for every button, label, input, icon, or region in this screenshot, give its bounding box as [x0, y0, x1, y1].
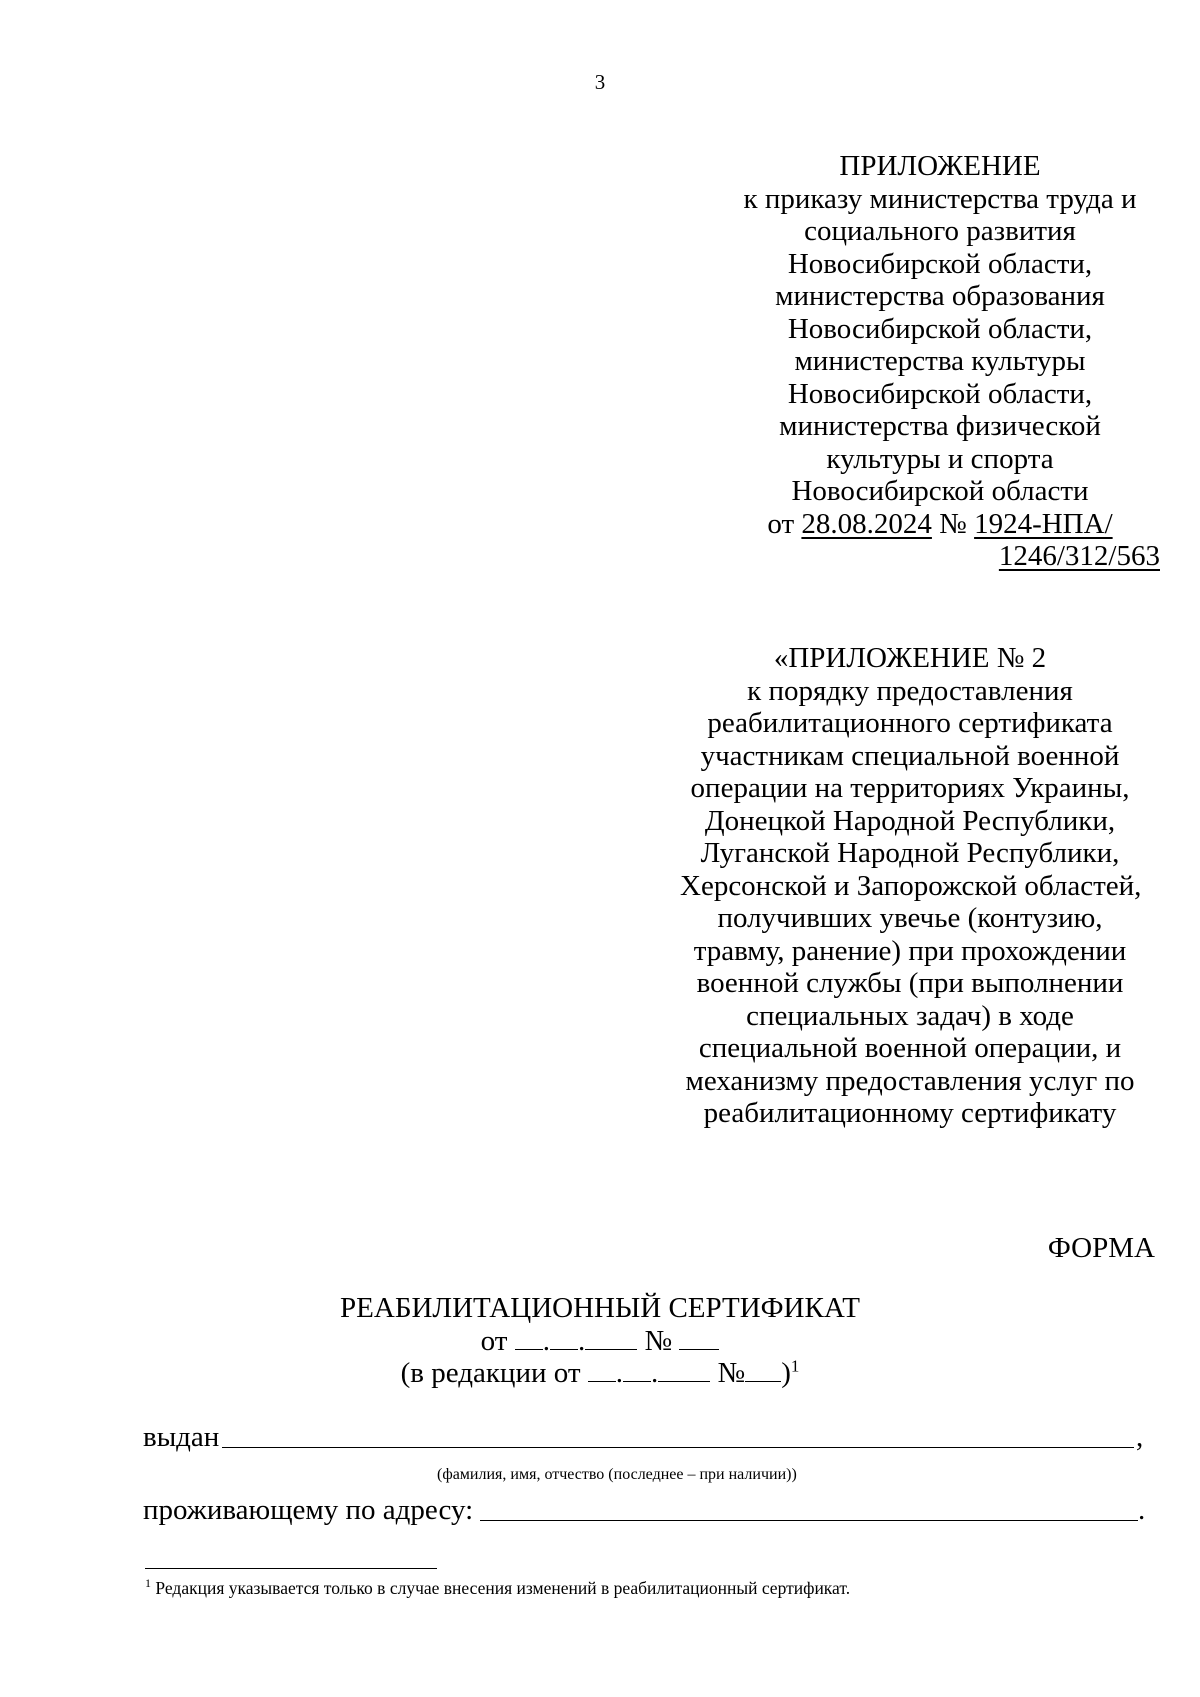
appendix-line: социального развития — [804, 215, 1076, 247]
footnote-text: Редакция указывается только в случае внесения изменений в реабилитационный сертификат. — [151, 1578, 851, 1598]
appendix2-line: реабилитационного сертификата — [707, 707, 1113, 739]
appendix2-line: Херсонской и Запорожской областей, — [680, 869, 1142, 902]
blank-day[interactable] — [515, 1325, 543, 1350]
footnote-mark: 1 — [145, 1576, 151, 1591]
footnote-reference: 1 — [790, 1356, 800, 1376]
appendix2-header — [680, 642, 1140, 1130]
appendix2-line: участникам специальной военной — [700, 739, 1120, 772]
appendix-line: министерства образования — [775, 280, 1105, 312]
address-field[interactable] — [480, 1520, 1138, 1521]
certificate-title: РЕАБИЛИТАЦИОННЫЙ СЕРТИФИКАТ — [340, 1292, 860, 1324]
certificate-date-line: от . . № — [0, 1325, 1200, 1358]
appendix-line: Новосибирской области, — [787, 312, 1093, 345]
appendix-line: культуры и спорта — [826, 442, 1054, 475]
page-number: 3 — [594, 70, 606, 94]
appendix2-line: механизму предоставления услуг по — [685, 1064, 1135, 1097]
appendix-line: Новосибирской области, — [787, 247, 1093, 280]
certificate-title-block — [0, 1292, 1200, 1390]
appendix2-line: Донецкой Народной Республики, — [704, 804, 1116, 837]
blank-month[interactable] — [550, 1325, 578, 1350]
appendix-header — [720, 150, 1160, 573]
order-number-part1: 1924-НПА/ — [974, 507, 1113, 540]
blank-edition-number[interactable] — [745, 1357, 781, 1382]
order-number-line — [720, 540, 1160, 573]
blank-edition-day[interactable] — [588, 1357, 616, 1382]
appendix-line: министерства физической — [779, 410, 1101, 442]
issued-comma: , — [1136, 1421, 1144, 1453]
appendix2-line: получивших увечье (контузию, — [717, 902, 1103, 934]
issued-label: выдан — [143, 1421, 220, 1453]
issued-name-field[interactable] — [222, 1447, 1134, 1448]
certificate-edition-line: (в редакции от . . № )$^1$ — [400, 1356, 800, 1389]
issued-caption: (фамилия, имя, отчество (последнее – при наличии)) — [437, 1466, 797, 1483]
appendix2-line: «ПРИЛОЖЕНИЕ № 2 — [773, 642, 1047, 674]
address-label: проживающему по адресу: — [143, 1494, 474, 1526]
appendix2-line: специальной военной операции, и — [698, 1032, 1122, 1064]
blank-year[interactable] — [585, 1325, 637, 1350]
appendix2-line: Луганской Народной Республики, — [700, 837, 1120, 869]
appendix2-line: реабилитационному сертификату — [703, 1097, 1117, 1129]
order-date: 28.08.2024 — [801, 507, 932, 540]
address-end: . — [1138, 1494, 1146, 1526]
appendix-line: министерства культуры — [794, 345, 1086, 377]
appendix2-line: военной службы (при выполнении — [696, 967, 1124, 999]
appendix2-line: операции на территориях Украины, — [690, 772, 1130, 804]
footnote-separator — [145, 1568, 437, 1569]
blank-number[interactable] — [679, 1325, 719, 1350]
blank-edition-month[interactable] — [623, 1357, 651, 1382]
order-date-line: от 28.08.2024 № 1924-НПА/ — [767, 507, 1113, 540]
appendix-line: к приказу министерства труда и — [743, 182, 1137, 215]
appendix-line: Новосибирской области, — [787, 377, 1093, 410]
appendix-line: Новосибирской области — [791, 475, 1089, 507]
appendix2-line: специальных задач) в ходе — [746, 999, 1074, 1032]
blank-edition-year[interactable] — [658, 1357, 710, 1382]
footnote — [145, 1577, 850, 1599]
order-number-part2: 1246/312/563 — [998, 540, 1160, 572]
form-label: ФОРМА — [1047, 1232, 1155, 1264]
appendix2-line: травму, ранение) при прохождении — [693, 934, 1127, 967]
appendix-line: ПРИЛОЖЕНИЕ — [839, 150, 1041, 182]
appendix2-line: к порядку предоставления — [747, 674, 1073, 707]
